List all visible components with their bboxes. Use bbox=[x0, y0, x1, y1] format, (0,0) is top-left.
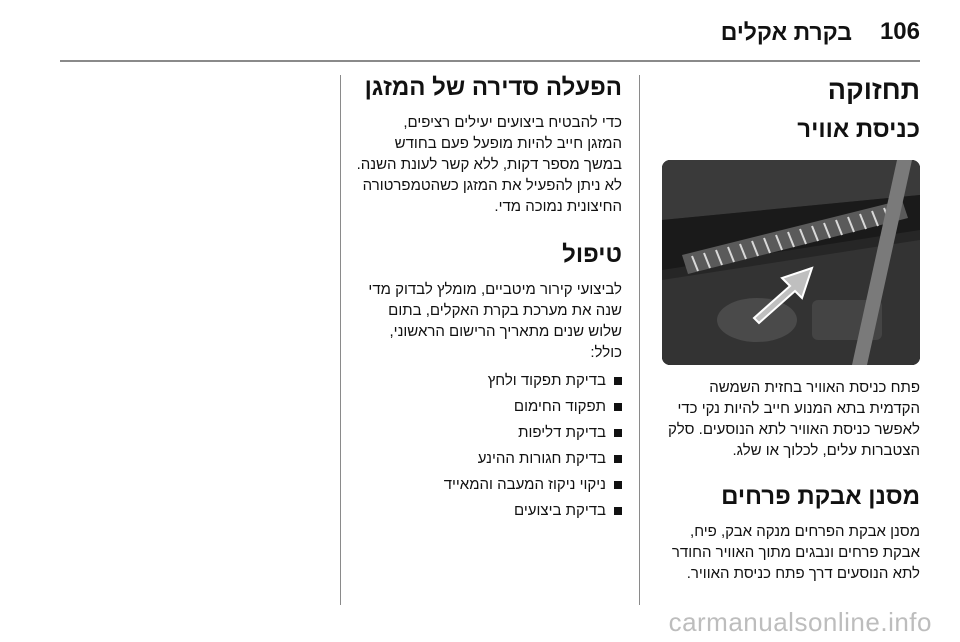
column-divider-right bbox=[639, 75, 640, 605]
page-number: 106 bbox=[879, 18, 920, 45]
bullet-square-icon bbox=[614, 429, 622, 437]
regular-operation-heading: הפעלה סדירה של המזגן bbox=[364, 74, 622, 101]
list-item: בדיקת תפקוד ולחץ bbox=[356, 371, 622, 391]
operation-column bbox=[356, 72, 622, 527]
bullet-square-icon bbox=[614, 481, 622, 489]
running-title: בקרת אקלים bbox=[720, 18, 852, 45]
air-intake-heading: כניסת אוויר bbox=[797, 116, 920, 143]
service-heading: טיפול bbox=[562, 241, 622, 268]
list-item: תפקוד החימום bbox=[356, 397, 622, 417]
list-item: בדיקת ביצועים bbox=[356, 501, 622, 521]
list-item: ניקוי ניקוז המעבה והמאייד bbox=[356, 475, 622, 495]
column-divider-left bbox=[340, 75, 341, 605]
bullet-square-icon bbox=[614, 377, 622, 385]
service-checklist bbox=[356, 371, 622, 521]
bullet-square-icon bbox=[614, 507, 622, 515]
pollen-filter-heading: מסנן אבקת פרחים bbox=[721, 483, 920, 510]
list-item: בדיקת דליפות bbox=[356, 423, 622, 443]
regular-operation-text: כדי להבטיח ביצועים יעילים רציפים, המזגן חייב להיות מופעל פעם בחודש במשך מספר דקות, ללא קשר לעונת השנה. לא ניתן להפעיל את המזגן כשהטמפרטורה החיצונית נמוכה מדי. bbox=[356, 114, 622, 215]
service-text: לביצועי קירור מיטביים, מומלץ לבדוק מדי שנה את מערכת בקרת האקלים, בתום שלוש שנים מתאריך הרישום הראשוני, כולל: bbox=[368, 281, 622, 361]
page-header bbox=[60, 12, 920, 52]
maintenance-column bbox=[655, 72, 920, 584]
bullet-square-icon bbox=[614, 403, 622, 411]
bullet-square-icon bbox=[614, 455, 622, 463]
header-divider bbox=[60, 60, 920, 62]
pollen-filter-text: מסנן אבקת הפרחים מנקה אבק, פיח, אבקת פרחים ונבגים מתוך האוויר החודר לתא הנוסעים דרך פתח כניסת האוויר. bbox=[671, 523, 920, 582]
watermark: carmanualsonline.info bbox=[668, 607, 932, 637]
air-intake-text: פתח כניסת האוויר בחזית השמשה הקדמית בתא המנוע חייב להיות נקי כדי לאפשר כניסת האוויר לתא הנוסעים. סלק הצטברות עלים, לכלוך או שלג. bbox=[668, 379, 920, 459]
maintenance-title: תחזוקה bbox=[827, 75, 920, 105]
air-intake-photo bbox=[662, 160, 920, 365]
list-item: בדיקת חגורות ההינע bbox=[356, 449, 622, 469]
